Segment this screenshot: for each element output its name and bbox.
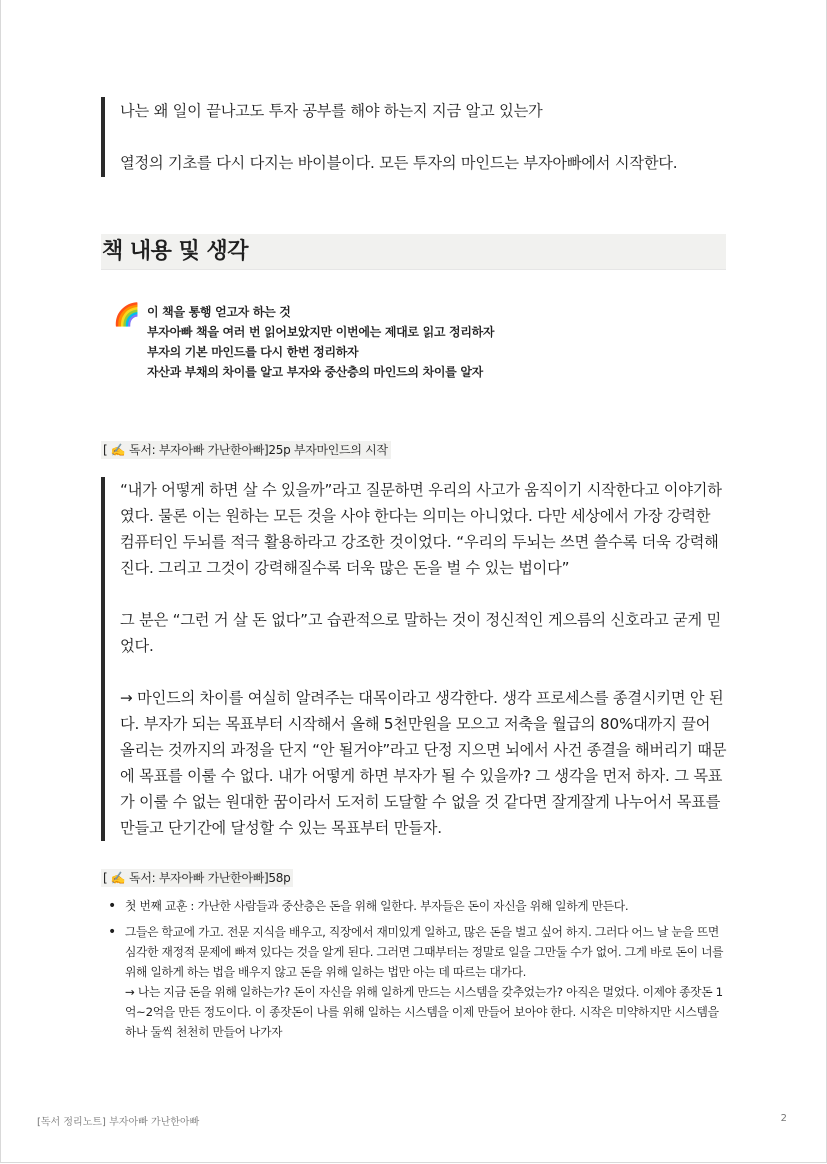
bullet-text: 첫 번째 교훈 : 가난한 사람들과 중산층은 돈을 위해 일한다. 부자들은 돈이 자신을 위해 일하게 만든다. — [125, 899, 629, 913]
bullet-text: 그들은 학교에 가고. 전문 지식을 배우고, 직장에서 재미있게 일하고, 많은 돈을 벌고 싶어 하지. 그러다 어느 날 눈을 뜨면 심각한 재정적 문제에 빠져 있다는 것을 알게 된다. 그러면 그때부터는 정말로 일을 그만둘 수가 없어. 그게 바로 돈이 너를 위해 일하게 하는 법을 배우지 않고 돈을 위해 일하는 법만 아는 데 따르는 대가다. — [125, 925, 724, 979]
bullet-list — [105, 896, 730, 1042]
list-item — [105, 922, 730, 1042]
page-number: 2 — [780, 1113, 787, 1124]
callout-line: 이 책을 통행 얻고자 하는 것 — [147, 305, 291, 319]
bullet-note: → 나는 지금 돈을 위해 일하는가? 돈이 자신을 위해 일하게 만드는 시스템을 갖추었는가? 아직은 멀었다. 이제야 종잣돈 1억~2억을 만든 정도이다. 이 종잣돈이 나를 위해 일하는 시스템을 이제 만들어 보아야 한다. 시작은 미약하지만 시스템을 하나 둘씩 천천히 만들어 나가자 — [125, 985, 723, 1039]
intro-quote-line-1: 나는 왜 일이 끝나고도 투자 공부를 해야 하는지 지금 알고 있는가 — [120, 102, 543, 120]
quote-paragraph-3: → 마인드의 차이를 여실히 알려주는 대목이라고 생각한다. 생각 프로세스를 종결시키면 안 된다. 부자가 되는 목표부터 시작해서 올해 5천만원을 모으고 저축을 월급의 80%대까지 끌어 올리는 것까지의 과정을 단지 “안 될거야”라고 단정 지으면 뇌에서 사건 종결을 해버리기 때문에 목표를 이룰 수 없다. 내가 어떻게 하면 부자가 될 수 있을까? 그 생각을 먼저 하자. 그 목표가 이룰 수 없는 원대한 꿈이라서 도저히 도달할 수 없을 것 같다면 잘게잘게 나누어서 목표를 만들고 단기간에 달성할 수 있는 목표부터 만들자. — [120, 689, 727, 837]
callout-lines — [147, 302, 494, 382]
book-quote — [101, 477, 729, 841]
callout-line: 부자의 기본 마인드를 다시 한번 정리하자 — [147, 345, 359, 359]
source-tag-58p: [ ✍️ 독서: 부자아빠 가난한아빠]58p — [101, 869, 293, 887]
footer-title: [독서 정리노트] 부자아빠 가난한아빠 — [37, 1117, 200, 1128]
list-item — [105, 896, 730, 916]
rainbow-icon: 🌈 — [113, 303, 141, 328]
source-tag-25p: [ ✍️ 독서: 부자아빠 가난한아빠]25p 부자마인드의 시작 — [101, 441, 391, 459]
intro-quote-line-2: 열정의 기초를 다시 다지는 바이블이다. 모든 투자의 마인드는 부자아빠에서 시작한다. — [120, 154, 678, 172]
callout-line: 부자아빠 책을 여러 번 읽어보았지만 이번에는 제대로 읽고 정리하자 — [147, 325, 495, 339]
intro-quote — [101, 97, 741, 177]
section-heading: 책 내용 및 생각 — [101, 234, 726, 270]
quote-paragraph-1: “내가 어떻게 하면 살 수 있을까”라고 질문하면 우리의 사고가 움직이기 시작한다고 이야기하였다. 물론 이는 원하는 모든 것을 사야 한다는 의미는 아니었다. 다만 세상에서 가장 강력한 컴퓨터인 두뇌를 적극 활용하라고 강조한 것이었다. “우리의 두뇌는 쓰면 쓸수록 더욱 강력해진다. 그리고 그것이 강력해질수록 더욱 많은 돈을 벌 수 있는 법이다” — [120, 481, 722, 577]
quote-paragraph-2: 그 분은 “그런 거 살 돈 없다”고 습관적으로 말하는 것이 정신적인 게으름의 신호라고 굳게 믿었다. — [120, 611, 722, 655]
callout-line: 자산과 부채의 차이를 알고 부자와 중산층의 마인드의 차이를 알자 — [147, 365, 483, 379]
